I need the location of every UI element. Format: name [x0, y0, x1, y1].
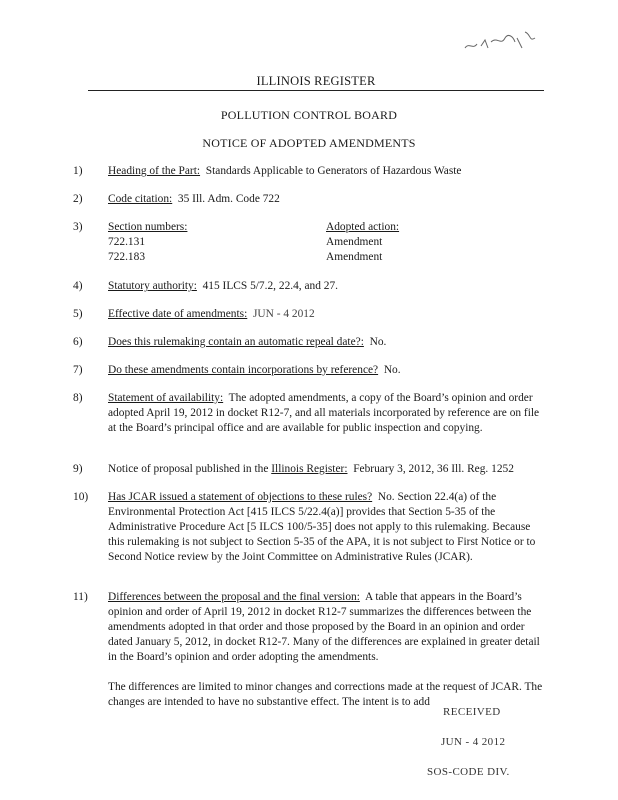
item-label: Code citation: [108, 193, 173, 205]
item-value: 415 ILCS 5/7.2, 22.4, and 27. [202, 280, 339, 292]
adopted-action: Amendment [326, 236, 383, 248]
item-label: Does this rulemaking contain an automatic repeal date?: [108, 336, 364, 348]
item-value: 35 Ill. Adm. Code 722 [177, 193, 280, 205]
effective-date-stamp: JUN - 4 2012 [252, 308, 315, 320]
adopted-action: Amendment [326, 251, 383, 263]
item-label: Illinois Register: [271, 463, 348, 475]
item-value: Standards Applicable to Generators of Hazardous Waste [205, 165, 462, 177]
received-date-stamp: JUN - 4 2012 [441, 736, 506, 748]
item-value: A table that appears in the Board’s opinion and order of April 19, 2012 in docket R12-7 summarizes the differences between the amendments adopted in that order and those proposed by the Board in an opinion and order dated January 5, 2012, in docket R12-7. Many of the differences are explained in greater detail in the Board’s opinion and order adopting the amendments. [108, 591, 540, 663]
item-section-numbers [73, 220, 543, 265]
item-number: 4) [73, 280, 83, 292]
item-paragraph: The differences are limited to minor changes and corrections made at the request of JCAR. The changes are intended to have no substantive effect. The intent is to add [108, 681, 543, 708]
item-label: Has JCAR issued a statement of objections to these rules? [108, 491, 373, 503]
item-label: Statutory authority: [108, 280, 197, 292]
item-number: 10) [73, 491, 89, 503]
notice-title: NOTICE OF ADOPTED AMENDMENTS [202, 136, 416, 150]
office-stamp: SOS-CODE DIV. [427, 766, 510, 778]
item-value: No. [369, 336, 387, 348]
sections-label: Section numbers: [108, 221, 188, 233]
register-title: ILLINOIS REGISTER [256, 74, 376, 88]
item-number: 3) [73, 221, 83, 233]
item-number: 2) [73, 193, 83, 205]
item-number: 7) [73, 364, 83, 376]
item-value: The adopted amendments, a copy of the Board’s opinion and order adopted April 19, 2012 in docket R12-7, and all materials incorporated by reference are on file at the Board’s principal office and are available for public inspection and copying. [108, 392, 540, 434]
agency-title: POLLUTION CONTROL BOARD [220, 108, 398, 122]
item-label: Do these amendments contain incorporations by reference? [108, 364, 379, 376]
item-label: Statement of availability: [108, 392, 224, 404]
register-header [88, 76, 544, 92]
received-stamp: RECEIVED [443, 706, 501, 718]
section-number: 722.131 [108, 236, 146, 248]
item-prefix: Notice of proposal published in the [108, 463, 272, 475]
item-value: No. Section 22.4(a) of the Environmental Protection Act [415 ILCS 5/22.4(a)] provides that Section 5-35 of the Administrative Procedure Act [5 ILCS 100/5-35] does not apply to this rulemaking. Because this rulemaking is not subject to Section 5-35 of the APA, it is not subject to First Notice or to Second Notice review by the Joint Committee on Administrative Rules (JCAR). [108, 491, 536, 563]
action-label: Adopted action: [326, 221, 400, 233]
item-number: 6) [73, 336, 83, 348]
item-value: No. [383, 364, 401, 376]
handwritten-mark-icon [455, 20, 545, 60]
item-number: 8) [73, 392, 83, 404]
section-number: 722.183 [108, 251, 146, 263]
item-label: Differences between the proposal and the final version: [108, 591, 360, 603]
item-number: 5) [73, 308, 83, 320]
item-number: 1) [73, 165, 83, 177]
item-label: Effective date of amendments: [108, 308, 248, 320]
item-value: February 3, 2012, 36 Ill. Reg. 1252 [353, 463, 514, 475]
item-number: 9) [73, 463, 83, 475]
item-label: Heading of the Part: [108, 165, 201, 177]
item-number: 11) [73, 591, 88, 603]
